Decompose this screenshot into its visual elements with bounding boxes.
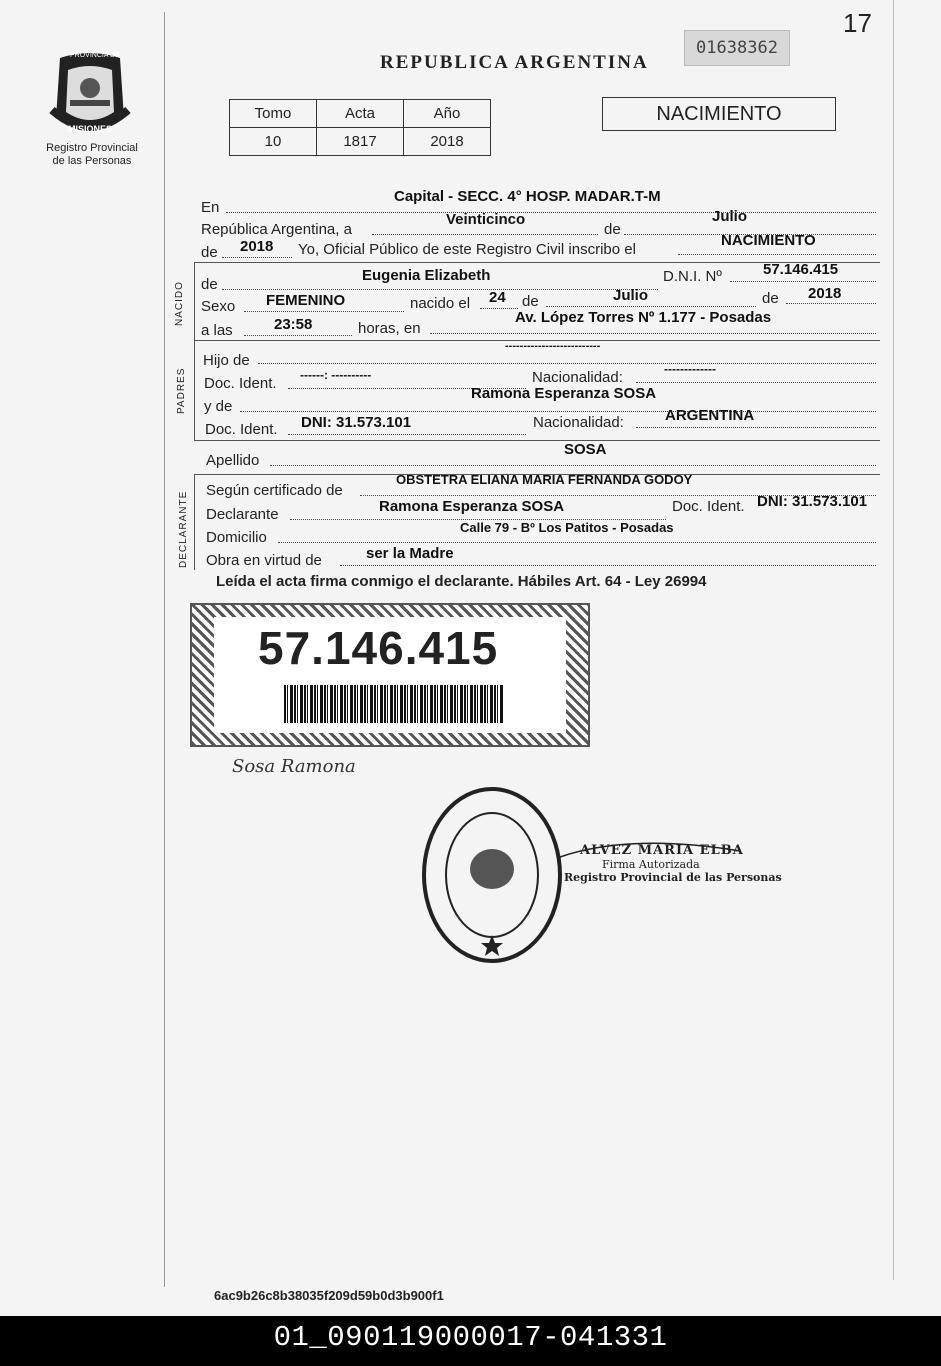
registry-value-ano: 2018 xyxy=(404,128,491,156)
doc2-value: DNI: 31.573.101 xyxy=(301,414,412,431)
logo-caption xyxy=(22,142,162,168)
registry-header-acta: Acta xyxy=(317,100,404,128)
registry-header-ano: Año xyxy=(404,100,491,128)
month-value: Julio xyxy=(712,208,748,225)
day-dotted-line xyxy=(372,234,598,235)
nac1-value: ------------- xyxy=(664,362,716,376)
registry-header-tomo: Tomo xyxy=(230,100,317,128)
en-dotted-line xyxy=(226,212,876,213)
doc2-dotted-line xyxy=(288,434,526,435)
a-las-label: a las xyxy=(201,322,233,339)
nac1-dotted-line xyxy=(636,382,876,383)
logo-caption-line2: de las Personas xyxy=(52,155,132,167)
document-title: REPUBLICA ARGENTINA xyxy=(380,52,649,73)
handwritten-signature: Sosa Ramona xyxy=(232,756,356,777)
logo-text-top: PROVINCIA DE xyxy=(70,52,120,59)
en-label: En xyxy=(201,199,220,216)
sticker-label-area xyxy=(214,617,566,733)
place-value: Av. López Torres Nº 1.177 - Posadas xyxy=(515,309,772,326)
birth-month-value: Julio xyxy=(613,287,649,304)
child-name-value: Eugenia Elizabeth xyxy=(362,267,491,284)
republica-label: República Argentina, a xyxy=(201,221,352,238)
doc2-label: Doc. Ident. xyxy=(205,421,278,438)
declarante-section-label: DECLARANTE xyxy=(178,490,189,568)
inscribe-value: NACIMIENTO xyxy=(721,232,816,249)
registry-value-row xyxy=(230,128,491,156)
right-margin-line xyxy=(893,0,894,1280)
hijo-dotted-line xyxy=(258,363,876,364)
cert-label: Según certificado de xyxy=(206,482,343,499)
dni-label: D.N.I. Nº xyxy=(663,268,722,285)
obra-dotted-line xyxy=(340,565,876,566)
de2-label: de xyxy=(201,244,218,261)
padres-section-label: PADRES xyxy=(176,367,187,414)
signature-flourish-icon xyxy=(550,837,750,867)
apellido-dotted-line xyxy=(270,465,876,466)
closing-statement: Leída el acta firma conmigo el declarante. Hábiles Art. 64 - Ley 26994 xyxy=(216,573,707,590)
registry-table xyxy=(229,99,491,156)
name-dotted-line xyxy=(222,289,658,290)
cert-value: OBSTETRA ELIANA MARIA FERNANDA GODOY xyxy=(396,472,693,487)
registry-value-tomo: 10 xyxy=(230,128,317,156)
nac1-label: Nacionalidad: xyxy=(532,369,623,386)
logo-text-bottom: MISIONES xyxy=(68,124,113,134)
hijo-label: Hijo de xyxy=(203,352,250,369)
de-label: de xyxy=(604,221,621,238)
sexo-label: Sexo xyxy=(201,298,236,315)
birth-year-value: 2018 xyxy=(808,285,842,302)
left-margin-line xyxy=(164,12,165,1287)
padres-bottom-separator xyxy=(194,440,880,441)
sexo-value: FEMENINO xyxy=(266,292,346,309)
serial-number: 01638362 xyxy=(684,30,790,66)
nacido-section-line xyxy=(194,262,195,340)
birth-year-dotted-line xyxy=(786,303,876,304)
birth-de2-label: de xyxy=(762,290,779,307)
inscribe-dotted-line xyxy=(678,254,876,255)
padres-section-line xyxy=(194,340,195,440)
logo-caption-line1: Registro Provincial xyxy=(46,142,138,154)
hijo-value: -------------------------- xyxy=(505,340,601,352)
doc1-value: ------: ---------- xyxy=(300,368,372,382)
year-value: 2018 xyxy=(240,238,274,255)
province-logo xyxy=(40,48,140,145)
birth-day-dotted-line xyxy=(480,308,518,309)
birth-de-label: de xyxy=(522,293,539,310)
apellido-value: SOSA xyxy=(564,441,607,458)
authorized-org: Registro Provincial de las Personas xyxy=(564,871,782,884)
registry-value-acta: 1817 xyxy=(317,128,404,156)
sticker-number: 57.146.415 xyxy=(258,622,499,674)
official-stamp xyxy=(420,785,565,965)
barcode-icon xyxy=(284,685,504,723)
domicilio-dotted-line xyxy=(278,542,876,543)
mother-dotted-line xyxy=(240,411,876,412)
horas-label: horas, en xyxy=(358,320,421,337)
declarante-value: Ramona Esperanza SOSA xyxy=(379,498,565,515)
obra-label: Obra en virtud de xyxy=(206,552,322,569)
document-type-box: NACIMIENTO xyxy=(602,97,836,131)
time-dotted-line xyxy=(244,335,352,336)
inscribe-text: Yo, Oficial Público de este Registro Civil inscribo el xyxy=(298,241,636,258)
birth-month-dotted-line xyxy=(546,306,756,307)
place-dotted-line xyxy=(430,333,876,334)
domicilio-label: Domicilio xyxy=(206,529,267,546)
domicilio-value: Calle 79 - Bº Los Patitos - Posadas xyxy=(460,520,674,535)
y-de-label: y de xyxy=(204,398,233,415)
decl-doc-value: DNI: 31.573.101 xyxy=(757,493,868,510)
nac2-value: ARGENTINA xyxy=(665,407,755,424)
authorized-role: Firma Autorizada xyxy=(602,858,700,871)
nacido-de-label: de xyxy=(201,276,218,293)
dni-sticker xyxy=(190,603,590,747)
page-number: 17 xyxy=(843,8,872,38)
mother-value: Ramona Esperanza SOSA xyxy=(471,385,657,402)
en-value: Capital - SECC. 4° HOSP. MADAR.T-M xyxy=(394,188,661,205)
day-value: Veinticinco xyxy=(446,211,526,228)
obra-value: ser la Madre xyxy=(366,545,454,562)
footer-id-bar: 01_090119000017-041331 xyxy=(0,1316,941,1366)
year-dotted-line xyxy=(222,257,292,258)
decl-doc-label: Doc. Ident. xyxy=(672,498,745,515)
sexo-dotted-line xyxy=(244,311,404,312)
time-value: 23:58 xyxy=(274,316,313,333)
nac2-label: Nacionalidad: xyxy=(533,414,624,431)
nacido-el-label: nacido el xyxy=(410,295,471,312)
doc1-label: Doc. Ident. xyxy=(204,375,277,392)
nacido-section-label: NACIDO xyxy=(174,281,185,326)
nac2-dotted-line xyxy=(636,427,876,428)
birth-day-value: 24 xyxy=(489,289,506,306)
dni-dotted-line xyxy=(730,281,876,282)
authorized-signature-block xyxy=(564,843,782,884)
declarante-label: Declarante xyxy=(206,506,279,523)
authorized-name: ALVEZ MARIA ELBA xyxy=(580,843,744,858)
dni-value: 57.146.415 xyxy=(763,261,839,278)
apellido-label: Apellido xyxy=(206,452,260,469)
declarante-section-line xyxy=(194,474,195,570)
document-hash: 6ac9b26c8b38035f209d59b0d3b900f1 xyxy=(214,1288,444,1303)
registry-header-row xyxy=(230,100,491,128)
